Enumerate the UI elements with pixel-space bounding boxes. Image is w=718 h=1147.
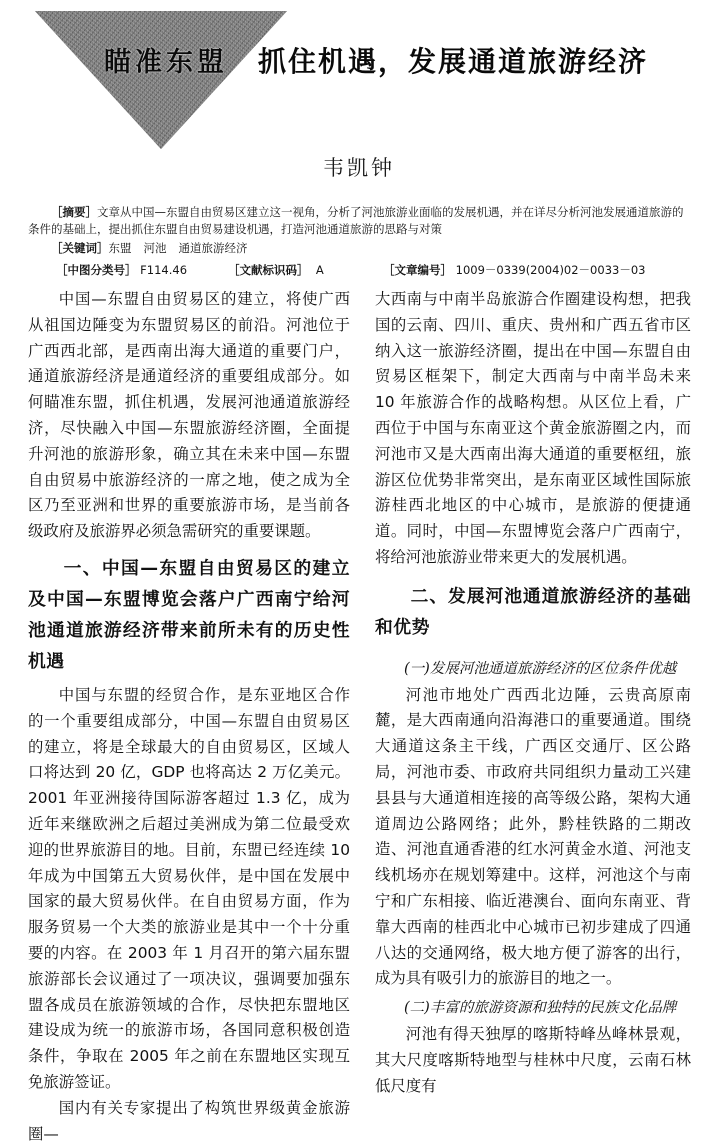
article-title: 抓住机遇，发展通道旅游经济 xyxy=(258,45,649,78)
article-number xyxy=(383,262,645,278)
abstract xyxy=(28,204,692,238)
body-paragraph: 河池市地处广西西北边陲，云贵高原南麓，是大西南通向沿海港口的重要通道。围绕大通道这条主干线，广西区交通厅、区公路局，河池市委、市政府共同组织力量动工兴建县县与大通道相连接的高等级公路，架构大通道周边公路网络；此外，黔桂铁路的二期改造、河池直通香港的红水河黄金水道、河池支线机场亦在规划筹建中。这样，河池这个与南宁和广东相接、临近港澳台、面向东南亚、背靠大西南的桂西北中心城市已初步建成了四通八达的交通网络，极大地方便了游客的出行，成为具有吸引力的旅游目的地之一。 xyxy=(375,685,691,988)
body-paragraph: 河池有得天独厚的喀斯特峰丛峰林景观，其大尺度喀斯特地型与桂林中尺度，云南石林低尺度有 xyxy=(375,1024,691,1095)
left-column xyxy=(28,287,350,1147)
title-banner xyxy=(0,0,718,150)
section-2-heading: 二、发展河池通道旅游经济的基础和优势 xyxy=(375,585,691,638)
article-meta xyxy=(28,204,692,257)
subsection-2-heading: (二)丰富的旅游资源和独特的民族文化品牌 xyxy=(404,1000,677,1017)
keywords-tag: ［关键词］ xyxy=(51,241,109,255)
doc-code-value: A xyxy=(315,263,324,277)
right-column xyxy=(375,287,691,1099)
doc-code-tag: ［文献标识码］ xyxy=(228,263,309,277)
keyword-item: 河池 xyxy=(143,241,167,255)
subsection-1-heading: (一)发展河池通道旅游经济的区位条件优越 xyxy=(404,660,677,677)
body-paragraph: 国内有关专家提出了构筑世界级黄金旅游圈— xyxy=(28,1098,350,1143)
body-paragraph-continued: 大西南与中南半岛旅游合作圈建设构想，把我国的云南、四川、重庆、贵州和广西五省市区纳入这一旅游经济圈，提出在中国—东盟自由贸易区框架下，制定大西南与中南半岛未来 10 年旅游合作的战略构想。从区位上看，广西位于中国与东南亚这个黄金旅游圈之内，而河池市又是大西南出海大通道的重要枢纽，旅游区位优势非常突出，是东南亚区域性国际旅游桂西北地区的中心城市，是旅游的便捷通道。同时，中国—东盟博览会落户广西南宁，将给河池旅游业带来更大的发展机遇。 xyxy=(375,290,691,566)
intro-paragraph: 中国—东盟自由贸易区的建立，将使广西从祖国边陲变为东盟贸易区的前沿。河池位于广西西北部，是西南出海大通道的重要门户，通道旅游经济是通道经济的重要组成部分。如何瞄准东盟，抓住机遇，发展河池通道旅游经济，尽快融入中国—东盟旅游经济圈，全面提升河池的旅游形象，确立其在未来中国—东盟自由贸易中旅游经济的一席之地，使之成为全区乃至亚洲和世界的重要旅游市场，是当前各级政府及旅游界必须急需研究的重要课题。 xyxy=(28,290,350,541)
article-no-value: 1009－0339(2004)02－0033－03 xyxy=(455,263,646,277)
abstract-text: 文章从中国—东盟自由贸易区建立这一视角，分析了河池旅游业面临的发展机遇，并在详尽分析河池发展通道旅游的条件的基础上，提出抓住东盟自由贸易建设机遇，打造河池通道旅游的思路与对策 xyxy=(28,205,684,236)
author-name: 韦凯钟 xyxy=(323,156,395,180)
keyword-item: 东盟 xyxy=(108,241,132,255)
document-code xyxy=(228,262,324,278)
clc-tag: ［中图分类号］ xyxy=(56,263,137,277)
body-paragraph: 中国与东盟的经贸合作，是东亚地区合作的一个重要组成部分，中国—东盟自由贸易区的建立，将是全球最大的自由贸易区，区域人口将达到 20 亿，GDP 也将高达 2 万亿美元。2001 年亚洲接待国际游客超过 1.3 亿，成为近年来继欧洲之后超过美洲成为第二位最受欢迎的世界旅游目的地。目前，东盟已经连续 10 年成为中国第五大贸易伙伴，是中国在发展中国家的最大贸易伙伴。在自由贸易方面，作为服务贸易一个大类的旅游业是其中一个十分重要的内容。在 2003 年 1 月召开的第六届东盟旅游部长会议通过了一项决议，强调要加强东盟各成员在旅游领域的合作，尽快把东盟地区建设成为统一的旅游市场，各国同意积极创造条件，争取在 2005 年之前在东盟地区实现互免旅游签证。 xyxy=(28,685,350,1091)
column-tag-label: 瞄准东盟 xyxy=(104,47,228,78)
clc-value: F114.46 xyxy=(140,263,188,277)
keyword-item: 通道旅游经济 xyxy=(178,241,248,255)
article-no-tag: ［文章编号］ xyxy=(383,263,452,277)
clc-number xyxy=(56,262,187,278)
section-1-heading: 一、中国—东盟自由贸易区的建立及中国—东盟博览会落户广西南宁给河池通道旅游经济带来前所未有的历史性机遇 xyxy=(28,557,350,672)
keywords xyxy=(28,240,692,257)
abstract-tag: ［摘要］ xyxy=(51,205,97,219)
